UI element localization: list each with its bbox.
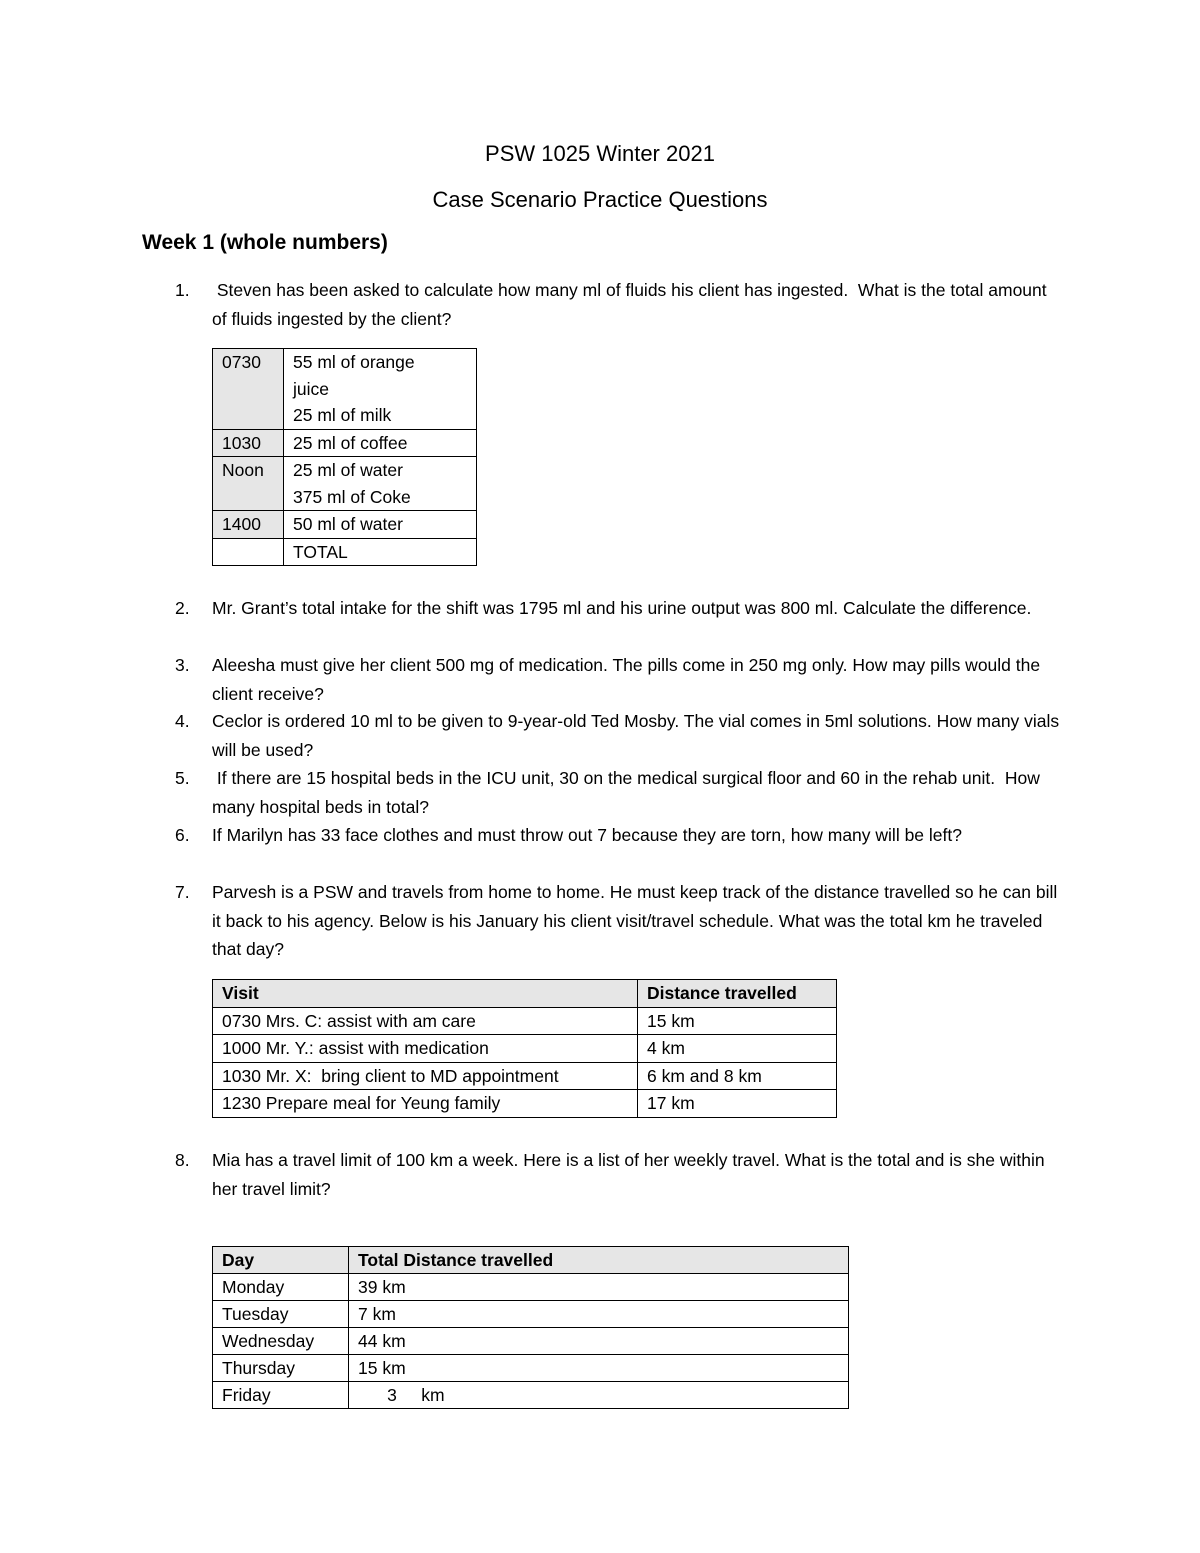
table-row xyxy=(213,349,477,430)
distance-cell: 3 km xyxy=(349,1382,849,1409)
distance-cell: 4 km xyxy=(638,1035,837,1063)
table-row xyxy=(213,1090,837,1118)
question-1 xyxy=(175,276,1075,333)
question-text: If there are 15 hospital beds in the ICU unit, 30 on the medical surgical floor and 60 in the rehab unit. How many hospital beds in total? xyxy=(212,768,1045,817)
intake-cell xyxy=(284,511,477,539)
question-text: If Marilyn has 33 face clothes and must throw out 7 because they are torn, how many will be left? xyxy=(212,825,962,845)
intake-line: juice xyxy=(293,378,329,399)
total-distance-header: Total Distance travelled xyxy=(349,1247,849,1274)
intake-line: 50 ml of water xyxy=(293,514,403,534)
question-number: 3. xyxy=(175,655,190,675)
distance-cell: 15 km xyxy=(349,1355,849,1382)
question-text: Parvesh is a PSW and travels from home to home. He must keep track of the distance travelled so he can bill it back to his agency. Below is his January his client visit/travel schedule. What was the total km he traveled that day? xyxy=(212,882,1058,959)
question-number: 2. xyxy=(175,598,190,618)
time-cell: Noon xyxy=(213,457,284,511)
fluids-table xyxy=(212,348,477,566)
visit-cell: 1230 Prepare meal for Yeung family xyxy=(213,1090,638,1118)
table-row xyxy=(213,1328,849,1355)
day-header: Day xyxy=(213,1247,349,1274)
question-number: 6. xyxy=(175,825,190,845)
day-cell: Friday xyxy=(213,1382,349,1409)
day-cell: Tuesday xyxy=(213,1301,349,1328)
table-row xyxy=(213,457,477,511)
visit-cell: 1000 Mr. Y.: assist with medication xyxy=(213,1035,638,1063)
distance-cell: 44 km xyxy=(349,1328,849,1355)
table-row xyxy=(213,1062,837,1090)
time-cell: 0730 xyxy=(213,349,284,430)
course-title: PSW 1025 Winter 2021 xyxy=(485,141,715,166)
question-text: Mia has a travel limit of 100 km a week. Here is a list of her weekly travel. What is the total and is she within her travel limit? xyxy=(212,1150,1045,1199)
question-number: 4. xyxy=(175,711,190,731)
question-2 xyxy=(175,594,1075,623)
table-row xyxy=(213,538,477,566)
question-3 xyxy=(175,651,1075,708)
distance-cell: 17 km xyxy=(638,1090,837,1118)
intake-cell xyxy=(284,349,477,430)
table-header-row xyxy=(213,980,837,1008)
time-cell-empty xyxy=(213,538,284,566)
distance-cell: 6 km and 8 km xyxy=(638,1062,837,1090)
table-row xyxy=(213,1382,849,1409)
intake-line: 375 ml of Coke xyxy=(293,486,411,507)
day-cell: Monday xyxy=(213,1274,349,1301)
time-cell: 1400 xyxy=(213,511,284,539)
day-cell: Wednesday xyxy=(213,1328,349,1355)
intake-line: 55 ml of orange xyxy=(293,352,415,372)
question-number: 5. xyxy=(175,768,190,788)
question-6 xyxy=(175,821,1075,850)
weekly-travel-table xyxy=(212,1246,849,1409)
visit-cell: 0730 Mrs. C: assist with am care xyxy=(213,1007,638,1035)
question-7 xyxy=(175,878,1075,964)
table-row xyxy=(213,1301,849,1328)
intake-line: 25 ml of coffee xyxy=(293,432,408,453)
distance-cell: 39 km xyxy=(349,1274,849,1301)
table-row xyxy=(213,1355,849,1382)
distance-cell: 15 km xyxy=(638,1007,837,1035)
question-text: Aleesha must give her client 500 mg of medication. The pills come in 250 mg only. How may pills would the client receive? xyxy=(212,655,1041,704)
question-5 xyxy=(175,764,1075,821)
question-number: 8. xyxy=(175,1150,190,1170)
visit-cell: 1030 Mr. X: bring client to MD appointment xyxy=(213,1062,638,1090)
table-row xyxy=(213,429,477,457)
question-text: Mr. Grant’s total intake for the shift was 1795 ml and his urine output was 800 ml. Calculate the difference. xyxy=(212,598,1032,618)
table-row xyxy=(213,1035,837,1063)
intake-line: 25 ml of milk xyxy=(293,405,392,425)
question-number: 7. xyxy=(175,882,190,902)
total-label: TOTAL xyxy=(293,541,348,562)
table-row xyxy=(213,1274,849,1301)
table-row xyxy=(213,511,477,539)
day-cell: Thursday xyxy=(213,1355,349,1382)
total-cell xyxy=(284,538,477,566)
table-row xyxy=(213,1007,837,1035)
intake-cell xyxy=(284,429,477,457)
question-8 xyxy=(175,1146,1075,1203)
intake-line: 25 ml of water xyxy=(293,460,403,480)
visit-table xyxy=(212,979,837,1118)
table-header-row xyxy=(213,1247,849,1274)
distance-header: Distance travelled xyxy=(638,980,837,1008)
question-4 xyxy=(175,707,1075,764)
week-heading: Week 1 (whole numbers) xyxy=(142,231,388,254)
intake-cell xyxy=(284,457,477,511)
question-text: Ceclor is ordered 10 ml to be given to 9-year-old Ted Mosby. The vial comes in 5ml solutions. How many vials will be used? xyxy=(212,711,1060,760)
question-text: Steven has been asked to calculate how many ml of fluids his client has ingested. What is the total amount of fluids ingested by the client? xyxy=(212,280,1052,329)
page-subtitle: Case Scenario Practice Questions xyxy=(432,187,768,212)
question-number: 1. xyxy=(175,280,190,300)
distance-cell: 7 km xyxy=(349,1301,849,1328)
visit-header: Visit xyxy=(213,980,638,1008)
time-cell: 1030 xyxy=(213,429,284,457)
